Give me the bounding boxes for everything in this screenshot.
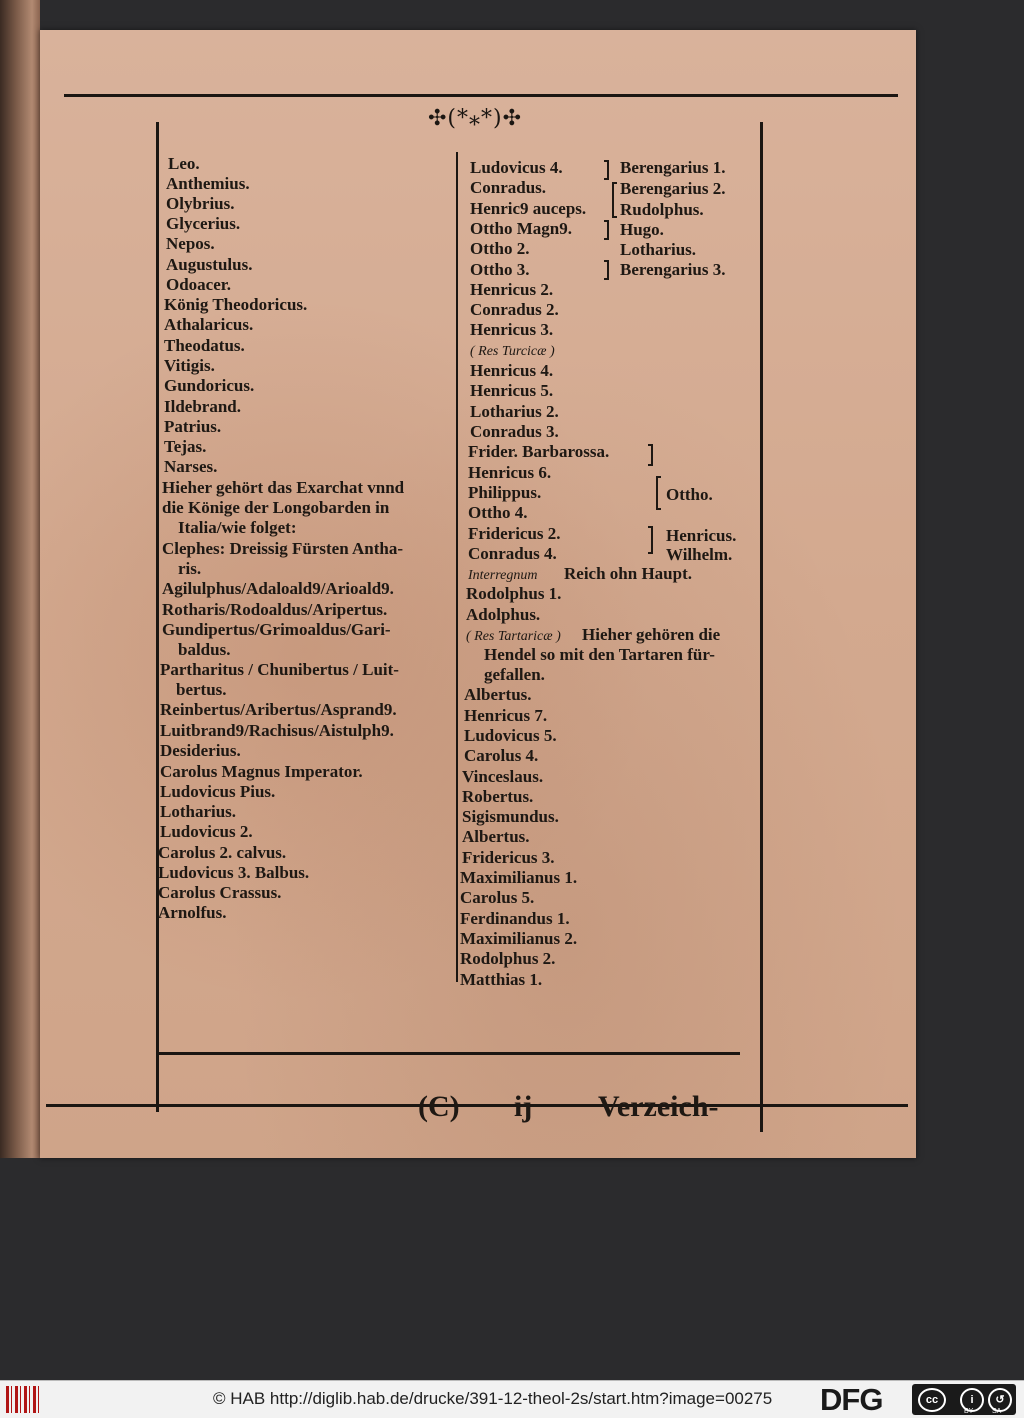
frame-top-rule (64, 94, 898, 97)
left-entry: Hieher gehört das Exarchat vnnd (162, 478, 405, 497)
italian-king: Rudolphus. (620, 200, 704, 219)
right-entry: Conradus 2. (470, 300, 559, 319)
right-entry: Frider. Barbarossa. (468, 442, 610, 461)
right-entry: Ludovicus 4. (470, 158, 563, 177)
left-entry: Augustulus. (166, 255, 253, 274)
bracket-rival-3 (648, 526, 653, 554)
bracket-rival-2 (656, 476, 661, 510)
left-entry: Vitigis. (164, 356, 215, 375)
right-entry: Conradus 3. (470, 422, 559, 441)
left-entry: Carolus 2. calvus. (158, 843, 287, 862)
right-entry: Henricus 3. (470, 320, 554, 339)
left-entry: Patrius. (164, 417, 222, 436)
right-entry: Adolphus. (466, 605, 541, 624)
left-entry: Glycerius. (166, 214, 241, 233)
right-entry: Rodolphus 1. (466, 584, 562, 603)
right-entry: Hendel so mit den Tartaren für- (484, 645, 715, 664)
left-entry: bertus. (176, 680, 227, 699)
bracket-italy-2 (612, 182, 617, 218)
right-entry: Hieher gehören die (582, 625, 721, 644)
right-entry: Henricus 5. (470, 381, 554, 400)
left-entry: Ludovicus 2. (160, 822, 253, 841)
right-entry: Carolus 5. (460, 888, 535, 907)
rival-king: Wilhelm. (666, 545, 733, 564)
left-entry: Ludovicus Pius. (160, 782, 276, 801)
rival-king: Henricus. (666, 526, 737, 545)
italian-king: Hugo. (620, 220, 664, 239)
left-entry: Clephes: Dreissig Fürsten Antha- (162, 539, 403, 558)
right-entry: Ottho 4. (468, 503, 528, 522)
cc-icon: cc (918, 1388, 946, 1412)
left-entry: Partharitus / Chunibertus / Luit- (160, 660, 399, 679)
dfg-logo[interactable]: DFG (820, 1382, 883, 1417)
right-entry: Conradus 4. (468, 544, 557, 563)
left-entry: König Theodoricus. (164, 295, 308, 314)
right-entry: Maximilianus 2. (460, 929, 578, 948)
right-entry: ( Res Tartaricæ ) (466, 629, 561, 644)
right-entry: Ottho 3. (470, 260, 530, 279)
right-entry: Henric9 auceps. (470, 199, 587, 218)
left-entry: Luitbrand9/Rachisus/Aistulph9. (160, 721, 394, 740)
right-entry: Albertus. (464, 685, 532, 704)
bracket-italy-1 (604, 160, 609, 180)
bracket-italy-4 (604, 260, 609, 280)
right-entry: Fridericus 3. (462, 848, 555, 867)
left-entry: ris. (178, 559, 202, 578)
right-entry: Sigismundus. (462, 807, 559, 826)
page-bottom-rule (46, 1104, 908, 1107)
bracket-rival-1 (648, 444, 653, 466)
italian-king: Berengarius 1. (620, 158, 726, 177)
right-entry: Lotharius 2. (470, 402, 559, 421)
left-entry: Reinbertus/Aribertus/Asprand9. (160, 700, 397, 719)
cc-license-badge[interactable] (912, 1384, 1016, 1415)
source-credit-link[interactable]: © HAB http://diglib.hab.de/drucke/391-12-theol-2s/start.htm?image=00275 (213, 1389, 773, 1408)
left-entry: Gundipertus/Grimoaldus/Gari- (162, 620, 391, 639)
left-entry: Agilulphus/Adaloald9/Arioald9. (162, 579, 394, 598)
right-entry: Ottho Magn9. (470, 219, 572, 238)
left-entry: Narses. (164, 457, 218, 476)
frame-right-rule (760, 122, 763, 1132)
bracket-italy-3 (604, 220, 609, 240)
right-entry: Maximilianus 1. (460, 868, 578, 887)
italian-king: Berengarius 3. (620, 260, 726, 279)
left-entry: Gundoricus. (164, 376, 255, 395)
leaf-number: ij (514, 1090, 533, 1123)
right-entry: Interregnum (468, 568, 538, 583)
license-by-label: BY (964, 1408, 974, 1415)
italian-king: Lotharius. (620, 240, 697, 259)
catchword: Verzeich- (598, 1090, 719, 1123)
barcode-icon (6, 1386, 40, 1413)
left-entry: Leo. (168, 154, 200, 173)
left-entry: baldus. (178, 640, 231, 659)
left-entry: Olybrius. (166, 194, 235, 213)
left-entry: Italia/wie folget: (178, 518, 297, 537)
right-entry: Conradus. (470, 178, 547, 197)
right-entry: Matthias 1. (460, 970, 543, 989)
left-entry: Carolus Magnus Imperator. (160, 762, 363, 781)
right-entry: ( Res Turcicæ ) (470, 344, 555, 359)
left-entry: Athalaricus. (164, 315, 254, 334)
left-entry: Tejas. (164, 437, 207, 456)
left-entry: Carolus Crassus. (158, 883, 282, 902)
header-ornament: ✣(*⁎*)✣ (427, 106, 523, 131)
left-entry: Odoacer. (166, 275, 232, 294)
right-entry: Vinceslaus. (462, 767, 544, 786)
right-entry: gefallen. (484, 665, 545, 684)
italian-king: Berengarius 2. (620, 179, 726, 198)
viewer-footer (0, 1380, 1024, 1418)
left-entry: Desiderius. (160, 741, 241, 760)
attribution-icon: i (960, 1388, 984, 1412)
rival-king: Ottho. (666, 485, 713, 504)
frame-left-rule (156, 122, 159, 1112)
frame-bottom-rule (156, 1052, 740, 1055)
license-sa-label: SA (992, 1408, 1002, 1415)
left-entry: Lotharius. (160, 802, 237, 821)
share-alike-icon: ↺ (988, 1388, 1012, 1412)
right-entry: Henricus 7. (464, 706, 548, 725)
left-entry: Ildebrand. (164, 397, 241, 416)
left-entry: Nepos. (166, 234, 215, 253)
book-page (40, 30, 916, 1158)
right-entry: Rodolphus 2. (460, 949, 556, 968)
right-entry: Carolus 4. (464, 746, 539, 765)
left-entry: Arnolfus. (158, 903, 227, 922)
left-entry: Theodatus. (164, 336, 245, 355)
column-divider-rule (456, 152, 458, 982)
left-entry: Anthemius. (166, 174, 250, 193)
right-entry: Fridericus 2. (468, 524, 561, 543)
right-entry: Henricus 4. (470, 361, 554, 380)
right-entry: Ludovicus 5. (464, 726, 557, 745)
left-entry: Ludovicus 3. Balbus. (158, 863, 310, 882)
left-entry: die Könige der Longobarden in (162, 498, 390, 517)
right-entry: Ferdinandus 1. (460, 909, 570, 928)
right-entry: Albertus. (462, 827, 530, 846)
right-entry: Robertus. (462, 787, 534, 806)
right-entry: Philippus. (468, 483, 542, 502)
signature-mark: (C) (418, 1090, 460, 1123)
right-entry: Reich ohn Haupt. (564, 564, 692, 583)
previous-page-edge (0, 0, 40, 1158)
left-entry: Rotharis/Rodoaldus/Aripertus. (162, 600, 388, 619)
right-entry: Henricus 6. (468, 463, 552, 482)
right-entry: Henricus 2. (470, 280, 554, 299)
right-entry: Ottho 2. (470, 239, 530, 258)
